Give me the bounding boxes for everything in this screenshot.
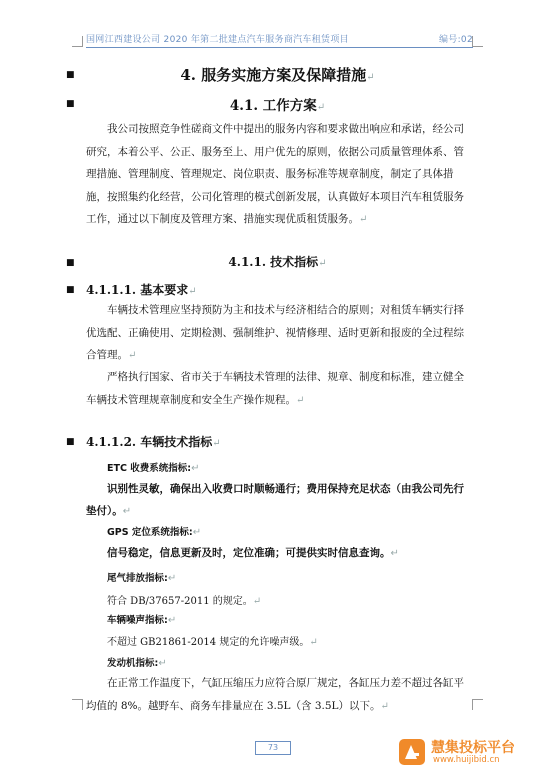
heading-3-text: 4.1.1. 技术指标 (228, 255, 319, 269)
watermark-logo-icon (397, 737, 427, 767)
noise-label-text: 车辆噪声指标: (107, 615, 168, 626)
etc-label-text: ETC 收费系统指标: (107, 463, 192, 474)
page-number: 73 (255, 741, 291, 755)
paragraph-mark: ↵ (316, 102, 326, 113)
bullet-marker: ■ (66, 285, 75, 295)
gps-value (86, 542, 472, 565)
paragraph-mark: ↵ (390, 548, 399, 559)
exhaust-value (107, 592, 261, 607)
heading-4-basic (86, 281, 197, 298)
heading-2-text: 4.1. 工作方案 (229, 98, 317, 114)
page-header (86, 31, 473, 48)
exhaust-label (107, 570, 176, 584)
header-left: 国网江西建设公司 2020 年第二批建点汽车服务商汽车租赁项目 (86, 35, 349, 45)
corner-mark-top-right (472, 36, 483, 47)
engine-value (86, 672, 472, 718)
paragraph-mark: ↵ (318, 258, 327, 269)
heading-4-basic-text: 4.1.1.1. 基本要求 (86, 283, 189, 297)
noise-value-text: 不超过 GB21861-2014 规定的允许噪声级。 (107, 637, 310, 648)
paragraph-basic-2-text: 严格执行国家、省市关于车辆技术管理的法律、规章、制度和标准，建立健全车辆技术管理规章制度和安全生产操作规程。 (86, 371, 464, 406)
gps-label-text: GPS 定位系统指标: (107, 527, 193, 538)
heading-1 (0, 64, 555, 85)
bullet-marker: ■ (66, 70, 75, 80)
paragraph-mark: ↵ (122, 506, 132, 517)
paragraph-basic-2 (86, 366, 472, 412)
bullet-marker: ■ (66, 99, 75, 109)
paragraph-intro-text: 我公司按照竞争性磋商文件中提出的服务内容和要求做出响应和承诺，经公司研究，本着公平、公正、服务至上、用户优先的原则，依据公司质量管理体系、管理措施、管理制度、管理规定、岗位职责、服务标准等规章制度，制定了具体措施，按照集约化经营，公司化管理的模式创新发展，认真做好本项目汽车租赁服务工作，通过以下制度及管理方案、措施实现优质租赁服务。 (86, 123, 464, 225)
bullet-marker: ■ (66, 437, 75, 447)
paragraph-mark: ↵ (188, 286, 197, 297)
paragraph-mark: ↵ (128, 350, 137, 361)
heading-4-vehicle (86, 433, 221, 450)
paragraph-mark: ↵ (158, 658, 167, 669)
etc-value-text: 识别性灵敏，确保出入收费口时顺畅通行；费用保持充足状态（由我公司先行垫付）。 (86, 483, 464, 517)
noise-value (107, 633, 318, 648)
paragraph-mark: ↵ (167, 615, 177, 626)
watermark (397, 735, 547, 769)
watermark-title: 慧集投标平台 (431, 740, 515, 756)
etc-value (86, 478, 472, 523)
corner-mark-top-left (72, 36, 83, 47)
gps-label (107, 524, 201, 538)
paragraph-intro (86, 118, 472, 232)
engine-label (107, 655, 167, 669)
paragraph-basic-1 (86, 299, 472, 368)
corner-mark-bottom-right (472, 699, 483, 710)
paragraph-mark: ↵ (359, 214, 368, 225)
engine-label-text: 发动机指标: (107, 658, 159, 669)
watermark-url: www.huijibid.cn (433, 755, 500, 765)
header-right: 编号:02 (439, 35, 473, 45)
paragraph-mark: ↵ (252, 596, 262, 607)
corner-mark-bottom-left (72, 699, 83, 710)
exhaust-value-text: 符合 DB/37657-2011 的规定。 (107, 596, 253, 607)
paragraph-mark: ↵ (192, 527, 202, 538)
bullet-marker: ■ (66, 258, 75, 268)
paragraph-mark: ↵ (380, 700, 389, 712)
etc-label (107, 460, 199, 474)
gps-value-text: 信号稳定，信息更新及时，定位准确；可提供实时信息查询。 (107, 547, 391, 559)
exhaust-label-text: 尾气排放指标: (107, 573, 168, 584)
paragraph-mark: ↵ (191, 463, 200, 474)
paragraph-mark: ↵ (296, 394, 305, 406)
paragraph-basic-1-text: 车辆技术管理应坚持预防为主和技术与经济相结合的原则；对租赁车辆实行择优选配、正确使用、定期检测、强制维护、视情修理、适时更新和报废的全过程综合管理。 (86, 304, 464, 361)
heading-1-text: 4. 服务实施方案及保障措施 (180, 66, 367, 84)
paragraph-mark: ↵ (167, 573, 177, 584)
heading-3 (0, 253, 555, 270)
engine-value-text: 在正常工作温度下，气缸压缩压力应符合原厂规定，各缸压力差不超过各缸平均值的 8%。越野车、商务车排量应在 3.5L（含 3.5L）以下。 (86, 677, 464, 712)
heading-2 (0, 94, 555, 114)
noise-label (107, 612, 176, 626)
heading-4-vehicle-text: 4.1.1.2. 车辆技术指标 (86, 435, 213, 449)
paragraph-mark: ↵ (212, 438, 221, 449)
paragraph-mark: ↵ (366, 72, 375, 83)
paragraph-mark: ↵ (309, 637, 318, 648)
